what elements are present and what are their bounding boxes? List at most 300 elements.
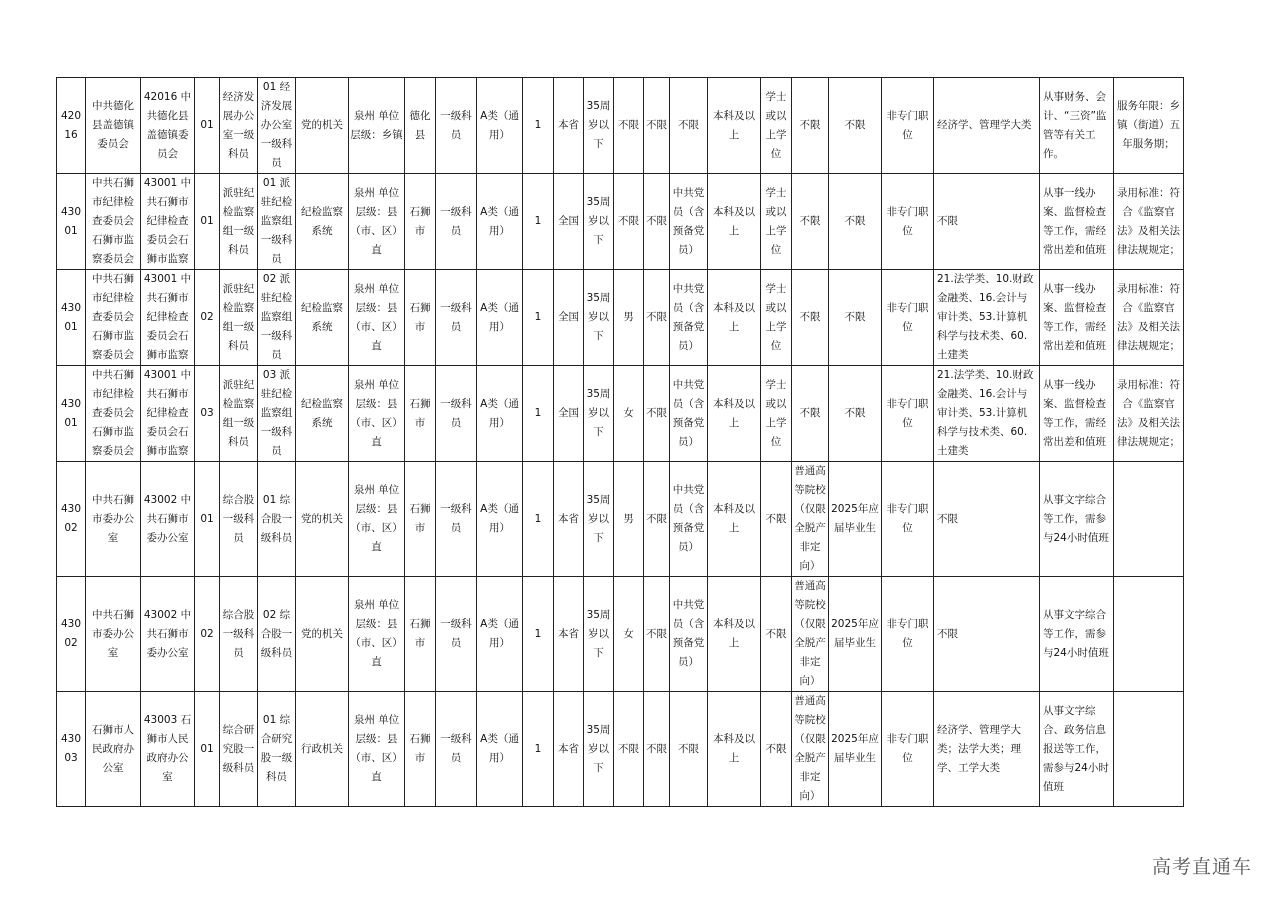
cell-text: 录用标准：符合《监察官法》及相关法律法规规定； [1117, 282, 1180, 352]
cell-text: 35周岁以下 [586, 196, 611, 246]
cell-text: 1 [534, 742, 542, 755]
cell-text: 43002 中共石狮市委办公室 [143, 608, 192, 659]
table-cell [708, 692, 761, 807]
table-cell [57, 577, 86, 692]
table-cell [195, 577, 220, 692]
table-cell [195, 174, 220, 270]
table-cell [708, 78, 761, 174]
table-cell [934, 692, 1040, 807]
table-cell [934, 366, 1040, 462]
table-cell [792, 174, 829, 270]
cell-text: 不限 [844, 311, 866, 323]
table-cell [1040, 577, 1114, 692]
table-cell [436, 78, 477, 174]
table-cell [220, 270, 258, 366]
cell-text: 不限 [618, 119, 639, 131]
cell-text: 21.法学类、10.财政金融类、16.会计与审计类、53.计算机科学与技术类、60.土建类 [937, 369, 1034, 457]
cell-text: 本科及以上 [713, 109, 755, 141]
table-cell [1114, 462, 1184, 577]
cell-text: 泉州 单位层级：县（市、区）直 [350, 282, 403, 352]
cell-text: 不限 [844, 407, 866, 419]
table-cell [670, 692, 708, 807]
cell-text: 01 综合股一级科员 [260, 493, 293, 544]
cell-text: 42016 [60, 109, 82, 141]
table-cell [296, 270, 349, 366]
cell-text: 1 [534, 627, 542, 640]
table-cell [584, 692, 614, 807]
table-cell [86, 174, 141, 270]
table-body [57, 78, 1184, 807]
cell-text: A类（通用） [480, 301, 519, 333]
cell-text: 2025年应届毕业生 [831, 733, 879, 764]
cell-text: 35周岁以下 [586, 493, 611, 544]
cell-text: 经济学、管理学大类；法学大类；理学、工学大类 [937, 723, 1021, 774]
table-cell [258, 78, 296, 174]
watermark-text: 高考直通车 [1151, 856, 1252, 878]
cell-text: 43003 [60, 733, 82, 764]
table-cell [792, 270, 829, 366]
table-cell [477, 78, 523, 174]
cell-text: 普通高等院校（仅限全脱产非定向） [794, 465, 826, 572]
cell-text: 不限 [937, 627, 958, 640]
cell-text: 不限 [844, 215, 866, 227]
cell-text: 本科及以上 [713, 733, 755, 764]
table-cell [1040, 78, 1114, 174]
table-cell [220, 366, 258, 462]
table-cell [584, 174, 614, 270]
cell-text: 从事一线办案、监督检查等工作，需经常出差和值班 [1043, 186, 1106, 256]
table-cell [86, 78, 141, 174]
table-cell [584, 78, 614, 174]
cell-text: 泉州 单位层级：县（市、区）直 [350, 714, 403, 783]
table-cell [1114, 78, 1184, 174]
table-cell [614, 78, 644, 174]
table-cell [523, 366, 554, 462]
cell-text: 党的机关 [301, 627, 343, 640]
cell-text: 2025年应届毕业生 [831, 618, 879, 649]
cell-text: 石狮市 [409, 618, 431, 649]
cell-text: 35周岁以下 [586, 608, 611, 659]
table-row [57, 462, 1184, 577]
cell-text: 派驻纪检监察组一级科员 [222, 378, 255, 448]
table-cell [57, 270, 86, 366]
cell-text: 经济学、管理学大类 [937, 119, 1032, 131]
table-cell [195, 366, 220, 462]
cell-text: 石狮市 [409, 205, 431, 237]
table-cell [1114, 366, 1184, 462]
cell-text: 不限 [765, 627, 787, 640]
table-cell [829, 78, 882, 174]
cell-text: 35周岁以下 [586, 292, 611, 342]
table-cell [405, 462, 436, 577]
cell-text: 35周岁以下 [586, 388, 611, 438]
table-cell [614, 462, 644, 577]
cell-text: 德化县 [409, 109, 431, 141]
cell-text: 02 [200, 311, 214, 323]
table-cell [1040, 174, 1114, 270]
table-cell [934, 78, 1040, 174]
cell-text: 学士或以上学位 [765, 186, 787, 256]
table-cell [1040, 692, 1114, 807]
cell-text: 从事文字综合、政务信息报送等工作，需参与24小时值班 [1043, 704, 1109, 793]
cell-text: 学士或以上学位 [765, 90, 787, 160]
table-cell [614, 577, 644, 692]
table-cell [523, 270, 554, 366]
cell-text: 石狮市 [409, 733, 431, 764]
table-cell [644, 270, 670, 366]
cell-text: 全国 [558, 311, 579, 323]
cell-text: 男 [623, 512, 634, 525]
table-cell [708, 577, 761, 692]
cell-text: 本科及以上 [713, 618, 755, 649]
table-cell [57, 78, 86, 174]
cell-text: 01 综合研究股一级科员 [260, 714, 293, 783]
cell-text: 综合研究股一级科员 [222, 723, 255, 774]
table-cell [296, 174, 349, 270]
cell-text: 女 [623, 627, 634, 640]
cell-text: A类（通用） [480, 205, 519, 237]
job-position-table [56, 77, 1184, 807]
table-cell [523, 174, 554, 270]
cell-text: 43003 石狮市人民政府办公室 [143, 714, 192, 783]
table-cell [792, 577, 829, 692]
table-cell [349, 577, 405, 692]
table-cell [554, 462, 584, 577]
table-cell [670, 577, 708, 692]
table-cell [584, 462, 614, 577]
cell-text: 不限 [937, 512, 958, 525]
cell-text: 非专门职位 [886, 205, 929, 237]
table-cell [554, 577, 584, 692]
cell-text: 一级科员 [440, 109, 472, 141]
cell-text: 派驻纪检监察组一级科员 [222, 282, 255, 352]
cell-text: 行政机关 [301, 742, 343, 755]
table-cell [141, 366, 195, 462]
cell-text: 本科及以上 [713, 397, 755, 429]
cell-text: 不限 [765, 742, 787, 755]
cell-text: 不限 [937, 215, 958, 227]
cell-text: 男 [623, 311, 634, 323]
cell-text: 不限 [646, 119, 667, 131]
cell-text: 不限 [678, 742, 699, 755]
table-cell [436, 692, 477, 807]
table-cell [708, 366, 761, 462]
table-cell [644, 174, 670, 270]
cell-text: A类（通用） [480, 397, 519, 429]
table-cell [349, 78, 405, 174]
table-cell [1040, 270, 1114, 366]
table-cell [195, 270, 220, 366]
table-cell [708, 270, 761, 366]
table-cell [761, 174, 792, 270]
table-cell [405, 366, 436, 462]
table-cell [882, 577, 934, 692]
table-row [57, 692, 1184, 807]
cell-text: 石狮市 [409, 503, 431, 534]
cell-text: 本省 [558, 512, 579, 525]
cell-text: 学士或以上学位 [765, 378, 787, 448]
table-cell [829, 577, 882, 692]
cell-text: 01 [200, 215, 214, 227]
table-cell [670, 366, 708, 462]
cell-text: 不限 [646, 512, 667, 525]
cell-text: 非专门职位 [886, 109, 929, 141]
cell-text: 不限 [646, 742, 667, 755]
table-cell [761, 366, 792, 462]
table-cell [86, 692, 141, 807]
table-cell [141, 174, 195, 270]
cell-text: 普通高等院校（仅限全脱产非定向） [794, 580, 826, 687]
cell-text: 录用标准：符合《监察官法》及相关法律法规规定； [1117, 186, 1180, 256]
table-cell [882, 174, 934, 270]
cell-text: 1 [534, 407, 542, 419]
table-row [57, 174, 1184, 270]
cell-text: 派驻纪检监察组一级科员 [222, 186, 255, 256]
table-cell [477, 462, 523, 577]
cell-text: 1 [534, 512, 542, 525]
table-cell [523, 577, 554, 692]
cell-text: 石狮市人民政府办公室 [92, 723, 134, 774]
cell-text: 中共石狮市委办公室 [92, 608, 134, 659]
table-cell [670, 174, 708, 270]
cell-text: 2025年应届毕业生 [831, 503, 879, 534]
cell-text: 01 派驻纪检监察组一级科员 [260, 177, 293, 265]
cell-text: 不限 [618, 215, 639, 227]
table-cell [829, 270, 882, 366]
table-cell [220, 692, 258, 807]
cell-text: 中共党员（含预备党员） [672, 186, 705, 256]
cell-text: 43001 [60, 301, 82, 333]
table-cell [86, 366, 141, 462]
table-cell [584, 577, 614, 692]
table-cell [829, 366, 882, 462]
cell-text: 一级科员 [440, 733, 472, 764]
cell-text: 不限 [646, 627, 667, 640]
cell-text: 纪检监察系统 [301, 205, 343, 237]
cell-text: 普通高等院校（仅限全脱产非定向） [794, 695, 826, 802]
table-cell [523, 462, 554, 577]
table-cell [554, 174, 584, 270]
table-cell [57, 462, 86, 577]
table-cell [614, 366, 644, 462]
cell-text: 43001 中共石狮市纪律检查委员会石狮市监察 [143, 273, 192, 361]
cell-text: 经济发展办公室一级科员 [222, 90, 255, 160]
table-cell [644, 366, 670, 462]
table-cell [436, 462, 477, 577]
cell-text: 01 经济发展办公室一级科员 [260, 81, 293, 169]
cell-text: A类（通用） [480, 733, 519, 764]
table-cell [584, 270, 614, 366]
cell-text: 不限 [678, 119, 699, 131]
cell-text: 43001 [60, 397, 82, 429]
table-cell [934, 270, 1040, 366]
cell-text: 从事文字综合等工作，需参与24小时值班 [1043, 608, 1109, 659]
cell-text: 泉州 单位层级：县（市、区）直 [350, 186, 403, 256]
cell-text: 不限 [799, 407, 821, 419]
cell-text: A类（通用） [480, 109, 519, 141]
table-cell [644, 462, 670, 577]
cell-text: 中共党员（含预备党员） [672, 599, 705, 668]
cell-text: 综合股一级科员 [222, 493, 255, 544]
table-cell [477, 577, 523, 692]
cell-text: 综合股一级科员 [222, 608, 255, 659]
cell-text: 纪检监察系统 [301, 301, 343, 333]
cell-text: 中共石狮市纪律检查委员会石狮市监察委员会 [92, 369, 134, 457]
cell-text: 43002 [60, 618, 82, 649]
cell-text: 35周岁以下 [586, 100, 611, 150]
table-cell [829, 692, 882, 807]
table-cell [1114, 692, 1184, 807]
cell-text: 泉州 单位层级：县（市、区）直 [350, 599, 403, 668]
cell-text: 不限 [646, 215, 667, 227]
table-cell [436, 577, 477, 692]
table-cell [220, 78, 258, 174]
table-cell [934, 462, 1040, 577]
table-cell [296, 366, 349, 462]
table-cell [934, 577, 1040, 692]
table-cell [792, 462, 829, 577]
table-cell [57, 366, 86, 462]
table-cell [349, 174, 405, 270]
table-cell [934, 174, 1040, 270]
table-cell [761, 462, 792, 577]
table-cell [296, 462, 349, 577]
table-cell [436, 270, 477, 366]
cell-text: 从事一线办案、监督检查等工作，需经常出差和值班 [1043, 378, 1106, 448]
table-cell [792, 78, 829, 174]
table-cell [644, 577, 670, 692]
table-cell [614, 174, 644, 270]
table-cell [195, 78, 220, 174]
table-cell [141, 577, 195, 692]
table-cell [349, 692, 405, 807]
cell-text: 纪检监察系统 [301, 397, 343, 429]
table-cell [477, 366, 523, 462]
table-cell [792, 692, 829, 807]
cell-text: 1 [534, 311, 542, 323]
cell-text: 泉州 单位层级：县（市、区）直 [350, 484, 403, 553]
cell-text: 不限 [844, 119, 866, 131]
table-cell [761, 577, 792, 692]
cell-text: 02 综合股一级科员 [260, 608, 293, 659]
cell-text: 02 [200, 627, 214, 640]
cell-text: 党的机关 [301, 119, 343, 131]
cell-text: 从事文字综合等工作，需参与24小时值班 [1043, 493, 1109, 544]
table-cell [141, 78, 195, 174]
cell-text: 本科及以上 [713, 301, 755, 333]
cell-text: 不限 [646, 311, 667, 323]
cell-text: 02 派驻纪检监察组一级科员 [260, 273, 293, 361]
cell-text: 一级科员 [440, 205, 472, 237]
cell-text: 中共德化县盖德镇委员会 [92, 100, 134, 150]
cell-text: 石狮市 [409, 301, 431, 333]
table-cell [1040, 366, 1114, 462]
cell-text: 不限 [646, 407, 667, 419]
cell-text: 中共石狮市委办公室 [92, 493, 134, 544]
table-cell [882, 270, 934, 366]
cell-text: 不限 [765, 512, 787, 525]
cell-text: 服务年限：乡镇（街道）五年服务期； [1117, 100, 1180, 150]
cell-text: 43001 中共石狮市纪律检查委员会石狮市监察 [143, 177, 192, 265]
table-cell [792, 366, 829, 462]
table-cell [141, 462, 195, 577]
cell-text: 非专门职位 [886, 301, 929, 333]
cell-text: 不限 [799, 215, 821, 227]
table-cell [554, 78, 584, 174]
cell-text: 35周岁以下 [586, 723, 611, 774]
cell-text: 一级科员 [440, 397, 472, 429]
cell-text: 1 [534, 119, 542, 131]
table-cell [436, 174, 477, 270]
table-cell [761, 78, 792, 174]
table-cell [1040, 462, 1114, 577]
table-cell [405, 174, 436, 270]
table-cell [220, 577, 258, 692]
cell-text: 石狮市 [409, 397, 431, 429]
table-cell [436, 366, 477, 462]
table-cell [220, 174, 258, 270]
cell-text: 全国 [558, 215, 579, 227]
cell-text: 01 [200, 119, 214, 131]
table-cell [1114, 270, 1184, 366]
cell-text: 非专门职位 [886, 503, 929, 534]
table-cell [258, 577, 296, 692]
table-row [57, 270, 1184, 366]
table-cell [349, 366, 405, 462]
table-cell [882, 78, 934, 174]
cell-text: 不限 [618, 742, 639, 755]
cell-text: 非专门职位 [886, 618, 929, 649]
table-cell [258, 174, 296, 270]
table-cell [195, 462, 220, 577]
table-cell [829, 174, 882, 270]
table-cell [523, 78, 554, 174]
cell-text: 非专门职位 [886, 397, 929, 429]
table-row [57, 366, 1184, 462]
cell-text: 一级科员 [440, 301, 472, 333]
table-cell [477, 270, 523, 366]
cell-text: 从事一线办案、监督检查等工作，需经常出差和值班 [1043, 282, 1106, 352]
cell-text: 本科及以上 [713, 205, 755, 237]
table-cell [141, 692, 195, 807]
cell-text: 本省 [558, 742, 579, 755]
cell-text: 01 [200, 742, 214, 755]
table-cell [349, 462, 405, 577]
cell-text: 1 [534, 215, 542, 227]
table-cell [405, 78, 436, 174]
table-row [57, 577, 1184, 692]
cell-text: 中共党员（含预备党员） [672, 484, 705, 553]
table-cell [670, 78, 708, 174]
cell-text: 一级科员 [440, 503, 472, 534]
cell-text: 学士或以上学位 [765, 282, 787, 352]
cell-text: 从事财务、会计、“三资”监管等有关工作。 [1043, 90, 1107, 160]
cell-text: 42016 中共德化县盖德镇委员会 [143, 90, 192, 160]
table-cell [554, 692, 584, 807]
cell-text: 不限 [799, 119, 821, 131]
cell-text: 不限 [799, 311, 821, 323]
table-cell [477, 174, 523, 270]
table-cell [554, 270, 584, 366]
table-cell [86, 577, 141, 692]
cell-text: 泉州 单位层级：县（市、区）直 [350, 378, 403, 448]
table-row [57, 78, 1184, 174]
cell-text: 中共党员（含预备党员） [672, 378, 705, 448]
table-cell [761, 692, 792, 807]
cell-text: 女 [623, 407, 634, 419]
table-cell [1114, 577, 1184, 692]
cell-text: 中共石狮市纪律检查委员会石狮市监察委员会 [92, 273, 134, 361]
